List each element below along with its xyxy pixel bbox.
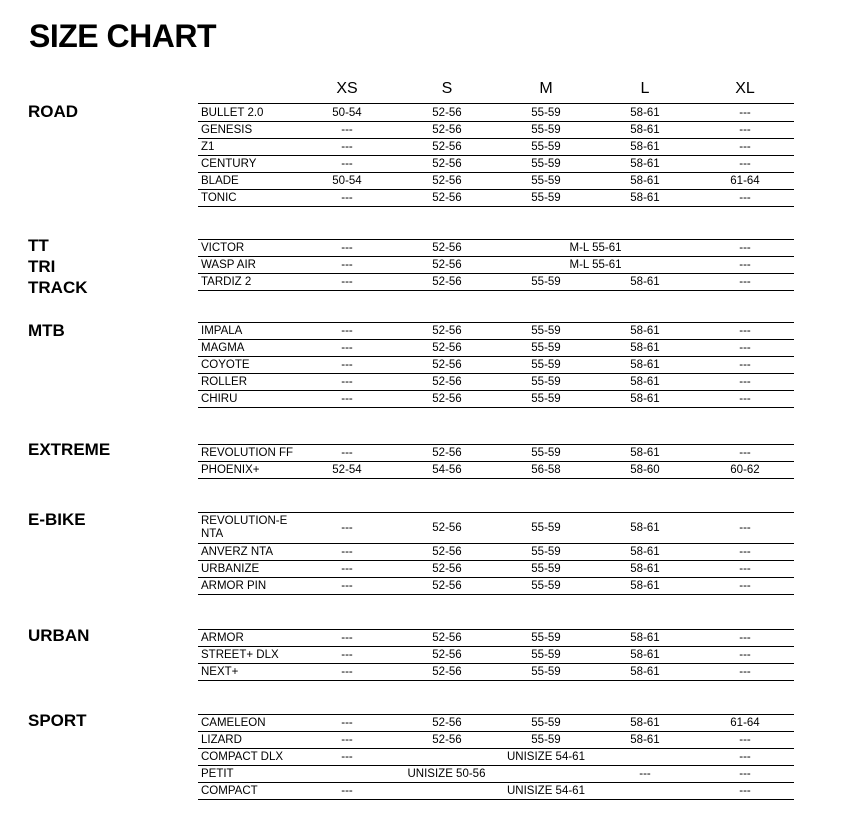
size-cell-xs: ---: [341, 342, 353, 354]
size-cell-s: 52-56: [432, 563, 462, 575]
category-sport: [28, 710, 87, 731]
size-cell-xs: ---: [341, 563, 353, 575]
size-cell-xs: ---: [341, 580, 353, 592]
size-cell-xs: ---: [341, 522, 353, 534]
table-row: [198, 391, 794, 408]
size-cell-m: 55-59: [531, 342, 561, 354]
table-row: [198, 323, 794, 340]
model-name: ANVERZ NTA: [201, 545, 273, 558]
size-cell-xs: ---: [341, 734, 353, 746]
table-row: [198, 561, 794, 578]
size-cell-l: 58-61: [630, 107, 660, 119]
size-cell-s: 52-56: [432, 141, 462, 153]
size-cell-s: 52-56: [432, 546, 462, 558]
size-cell-s: 52-56: [432, 158, 462, 170]
table-row: [198, 732, 794, 749]
size-cell-m: 55-59: [531, 393, 561, 405]
size-cell-s: 52-56: [432, 649, 462, 661]
model-name: COYOTE: [201, 358, 250, 371]
size-cell-xs: ---: [341, 649, 353, 661]
table-row: [198, 445, 794, 462]
size-cell-xl: ---: [739, 359, 751, 371]
model-name: PETIT: [201, 767, 234, 780]
size-cell-m: 55-59: [531, 447, 561, 459]
size-cell-xs: ---: [341, 751, 353, 763]
size-cell-xs: ---: [341, 242, 353, 254]
model-name: CENTURY: [201, 157, 257, 170]
size-cell-xs: ---: [341, 276, 353, 288]
column-header-s: S: [441, 80, 453, 97]
model-name: PHOENIX+: [201, 463, 260, 476]
page-title: SIZE CHART: [29, 18, 216, 54]
size-cell-s: 52-56: [432, 580, 462, 592]
size-cell-xs: 50-54: [332, 107, 362, 119]
table-row: [198, 340, 794, 357]
table-row: [198, 766, 794, 783]
size-cell-xl: ---: [739, 141, 751, 153]
size-cell-xl: ---: [739, 192, 751, 204]
model-name: REVOLUTION-E NTA: [201, 515, 288, 540]
size-cell-m: 55-59: [531, 563, 561, 575]
size-cell-s: 52-56: [432, 447, 462, 459]
size-cell-m: 55-59: [531, 192, 561, 204]
column-header-xs: XS: [336, 80, 358, 97]
size-cell-l: 58-61: [630, 563, 660, 575]
size-cell-s: 52-56: [432, 393, 462, 405]
size-cell-s: 52-56: [432, 107, 462, 119]
size-cell-xl: ---: [739, 376, 751, 388]
model-name: ROLLER: [201, 375, 248, 388]
size-cell-m: 55-59: [531, 359, 561, 371]
size-cell-l: 58-61: [630, 158, 660, 170]
table-row: [198, 544, 794, 561]
size-cell-xs: ---: [341, 717, 353, 729]
size-cell-xl: 61-64: [730, 175, 760, 187]
size-cell-s: 52-56: [432, 242, 462, 254]
size-cell-xs: ---: [341, 546, 353, 558]
size-cell-m: 55-59: [531, 376, 561, 388]
table-row: [198, 105, 794, 122]
category-label: E-BIKE: [28, 510, 86, 529]
size-cell-l: 58-61: [630, 546, 660, 558]
model-name: LIZARD: [201, 733, 242, 746]
size-cell-s: 52-56: [432, 717, 462, 729]
header-rule: [198, 103, 794, 104]
size-cell-l: 58-61: [630, 666, 660, 678]
size-cell-m: M-L 55-61: [569, 259, 622, 271]
size-cell-xs: ---: [341, 447, 353, 459]
size-cell-m: 55-59: [531, 649, 561, 661]
size-cell-xs: ---: [341, 141, 353, 153]
category-urban: [28, 625, 89, 646]
model-name: COMPACT: [201, 784, 258, 797]
size-cell-l: 58-61: [630, 393, 660, 405]
table-row: [198, 664, 794, 681]
category-label: EXTREME: [28, 440, 111, 459]
size-cell-l: 58-61: [630, 192, 660, 204]
size-cell-s: 52-56: [432, 175, 462, 187]
size-cell-l: 58-61: [630, 447, 660, 459]
table-row: [198, 749, 794, 766]
size-cell-xs: ---: [341, 158, 353, 170]
category-label: TRACK: [28, 278, 88, 297]
size-cell-m: 55-59: [531, 632, 561, 644]
size-cell-l: 58-61: [630, 649, 660, 661]
size-cell-xl: ---: [739, 325, 751, 337]
size-cell-xl: ---: [739, 649, 751, 661]
category-tt-tri-track: [28, 235, 88, 298]
model-name: CHIRU: [201, 392, 238, 405]
category-label: SPORT: [28, 711, 87, 730]
table-row: [198, 357, 794, 374]
size-cell-xl: 61-64: [730, 717, 760, 729]
size-cell-l: 58-61: [630, 325, 660, 337]
model-name: CAMELEON: [201, 716, 266, 729]
size-cell-m: 55-59: [531, 158, 561, 170]
table-row: [198, 190, 794, 207]
table-row: [198, 783, 794, 800]
category-mtb: [28, 320, 65, 341]
size-cell-s: 54-56: [432, 464, 462, 476]
table-row: [198, 156, 794, 173]
table-row: [198, 139, 794, 156]
size-cell-m: 55-59: [531, 124, 561, 136]
category-label: TRI: [28, 257, 56, 276]
size-cell-l: 58-61: [630, 376, 660, 388]
size-cell-xs: 50-54: [332, 175, 362, 187]
category-label: TT: [28, 236, 49, 255]
model-name: GENESIS: [201, 123, 253, 136]
size-cell-xl: ---: [739, 785, 751, 797]
size-cell-m: 55-59: [531, 325, 561, 337]
size-cell-xl: ---: [739, 259, 751, 271]
size-cell-s: UNISIZE 54-61: [507, 785, 585, 797]
model-name: WASP AIR: [201, 258, 256, 271]
column-header-m: M: [539, 80, 553, 97]
category-e-bike: [28, 509, 86, 530]
size-cell-xl: ---: [739, 522, 751, 534]
size-cell-xl: ---: [739, 276, 751, 288]
size-cell-xl: ---: [739, 546, 751, 558]
model-name: ARMOR: [201, 631, 244, 644]
size-cell-xs: ---: [341, 632, 353, 644]
size-cell-s: 52-56: [432, 276, 462, 288]
size-cell-l: 58-60: [630, 464, 660, 476]
size-cell-m: 55-59: [531, 580, 561, 592]
table-row: [198, 173, 794, 190]
size-cell-xl: ---: [739, 242, 751, 254]
size-cell-xl: ---: [739, 632, 751, 644]
size-cell-xl: ---: [739, 447, 751, 459]
model-name: BLADE: [201, 174, 239, 187]
table-row: [198, 630, 794, 647]
category-label: URBAN: [28, 626, 90, 645]
size-cell-xl: ---: [739, 563, 751, 575]
table-row: [198, 513, 794, 544]
size-cell-m: 55-59: [531, 717, 561, 729]
size-cell-l: 58-61: [630, 276, 660, 288]
size-cell-xl: ---: [739, 124, 751, 136]
size-cell-xl: 60-62: [730, 464, 760, 476]
model-name: STREET+ DLX: [201, 648, 279, 661]
size-cell-l: 58-61: [630, 175, 660, 187]
size-cell-s: 52-56: [432, 632, 462, 644]
size-cell-xl: ---: [739, 734, 751, 746]
table-row: [198, 715, 794, 732]
size-cell-s: 52-56: [432, 124, 462, 136]
size-cell-l: 58-61: [630, 717, 660, 729]
size-cell-m: 55-59: [531, 276, 561, 288]
size-cell-xs: ---: [341, 393, 353, 405]
category-road: [28, 101, 78, 122]
model-name: BULLET 2.0: [201, 106, 264, 119]
model-name: URBANIZE: [201, 562, 260, 575]
model-name: MAGMA: [201, 341, 245, 354]
size-cell-s: 52-56: [432, 666, 462, 678]
size-cell-l: 58-61: [630, 522, 660, 534]
size-cell-l: 58-61: [630, 359, 660, 371]
size-cell-xs: ---: [341, 666, 353, 678]
column-header-xl: XL: [735, 80, 755, 97]
size-cell-m: 55-59: [531, 666, 561, 678]
table-row: [198, 257, 794, 274]
table-row: [198, 647, 794, 664]
size-cell-m: 55-59: [531, 734, 561, 746]
size-cell-l: ---: [639, 768, 651, 780]
category-label: ROAD: [28, 102, 79, 121]
size-cell-xs: ---: [341, 259, 353, 271]
size-cell-xs: ---: [341, 376, 353, 388]
size-cell-m: M-L 55-61: [569, 242, 622, 254]
size-cell-xs: 52-54: [332, 464, 362, 476]
size-cell-l: 58-61: [630, 141, 660, 153]
size-cell-s: 52-56: [432, 342, 462, 354]
size-cell-xl: ---: [739, 580, 751, 592]
size-cell-m: 55-59: [531, 175, 561, 187]
table-row: [198, 578, 794, 595]
size-cell-l: 58-61: [630, 580, 660, 592]
size-cell-s: 52-56: [432, 522, 462, 534]
table-row: [198, 462, 794, 479]
size-cell-s: 52-56: [432, 192, 462, 204]
category-extreme: [28, 439, 110, 460]
size-cell-xs: ---: [341, 325, 353, 337]
size-cell-m: 55-59: [531, 141, 561, 153]
size-cell-l: 58-61: [630, 632, 660, 644]
model-name: NEXT+: [201, 665, 239, 678]
size-cell-s: 52-56: [432, 325, 462, 337]
size-cell-s: 52-56: [432, 376, 462, 388]
table-row: [198, 240, 794, 257]
size-cell-l: 58-61: [630, 734, 660, 746]
category-label: MTB: [28, 321, 65, 340]
table-row: [198, 374, 794, 391]
table-row: [198, 122, 794, 139]
model-name: TONIC: [201, 191, 237, 204]
model-name: REVOLUTION FF: [201, 446, 294, 459]
column-header-l: L: [640, 80, 650, 97]
size-cell-xl: ---: [739, 393, 751, 405]
size-cell-xl: ---: [739, 107, 751, 119]
size-cell-xs: UNISIZE 50-56: [407, 768, 486, 780]
model-name: VICTOR: [201, 241, 245, 254]
size-cell-m: 55-59: [531, 546, 561, 558]
size-cell-xs: ---: [341, 124, 353, 136]
model-name: Z1: [201, 140, 215, 153]
model-name: ARMOR PIN: [201, 579, 267, 592]
size-cell-xs: ---: [341, 359, 353, 371]
size-cell-s: UNISIZE 54-61: [507, 751, 585, 763]
size-cell-xl: ---: [739, 751, 751, 763]
size-cell-s: 52-56: [432, 359, 462, 371]
size-cell-s: 52-56: [432, 734, 462, 746]
size-cell-l: 58-61: [630, 124, 660, 136]
table-row: [198, 274, 794, 291]
size-cell-m: 56-58: [531, 464, 561, 476]
size-cell-xl: ---: [739, 158, 751, 170]
size-cell-m: 55-59: [531, 522, 561, 534]
size-cell-xl: ---: [739, 342, 751, 354]
size-cell-s: 52-56: [432, 259, 462, 271]
size-cell-m: 55-59: [531, 107, 561, 119]
size-cell-xl: ---: [739, 666, 751, 678]
size-cell-xs: ---: [341, 785, 353, 797]
model-name: TARDIZ 2: [201, 275, 252, 288]
size-cell-xl: ---: [739, 768, 751, 780]
model-name: COMPACT DLX: [201, 750, 284, 763]
model-name: IMPALA: [201, 324, 243, 337]
size-cell-l: 58-61: [630, 342, 660, 354]
size-cell-xs: ---: [341, 192, 353, 204]
